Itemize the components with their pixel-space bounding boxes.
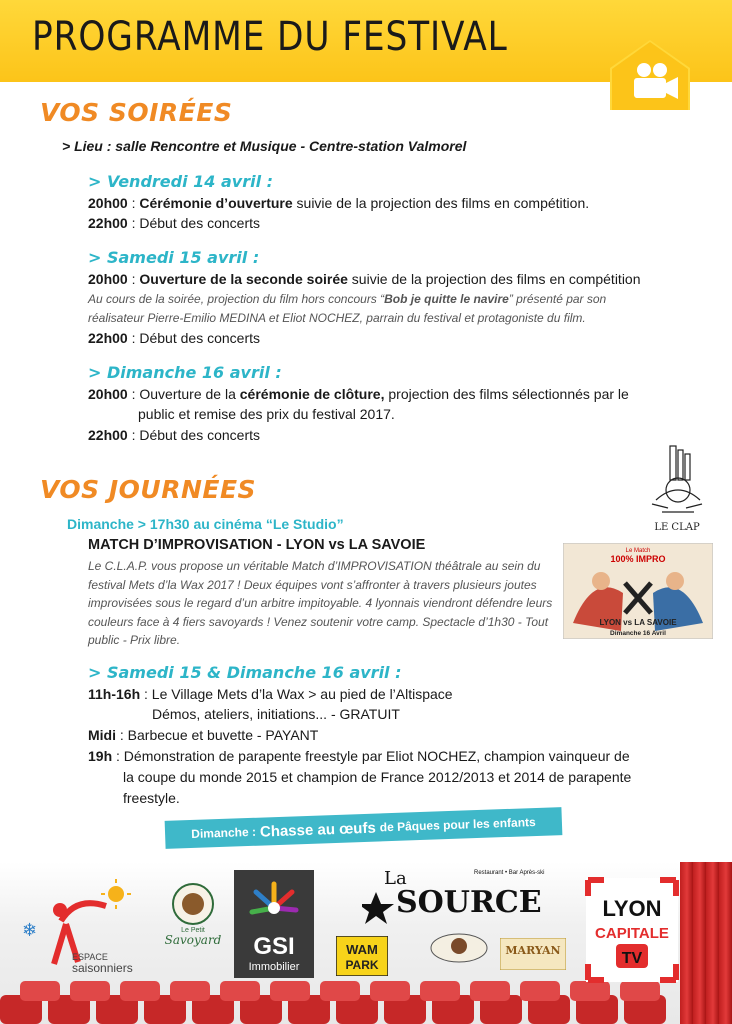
wam-logo-line2: PARK <box>345 958 379 972</box>
schedule-line: 22h00 : Début des concerts <box>88 330 260 346</box>
gsi-logo-line2: Immobilier <box>248 961 300 973</box>
movie-camera-icon <box>610 40 690 110</box>
egg-banner-title: Chasse au œufs <box>259 819 377 841</box>
savoyard-logo-line2: Savoyard <box>164 933 222 947</box>
wam-park-logo <box>336 936 388 976</box>
day-heading-friday: > Vendredi 14 avril : <box>88 172 274 191</box>
schedule-line: 19h : Démonstration de parapente freestyle par Eliot NOCHEZ, champion vainqueur de <box>88 748 630 764</box>
petit-savoyard-logo <box>162 880 224 948</box>
schedule-line-continued: public et remise des prix du festival 2017. <box>138 406 395 422</box>
day-heading-sunday: > Dimanche 16 avril : <box>88 363 282 382</box>
maryan-logo <box>500 938 566 970</box>
lyon-logo-line2: CAPITALE <box>595 925 669 942</box>
page-title: PROGRAMME DU FESTIVAL <box>32 14 508 60</box>
poster-matchup: LYON vs LA SAVOIE <box>599 618 677 627</box>
cinema-subheading: Dimanche > 17h30 au cinéma “Le Studio” <box>67 516 344 532</box>
egg-banner-subtitle: de Pâques pour les enfants <box>379 814 536 835</box>
day-heading-saturday: > Samedi 15 avril : <box>88 248 260 267</box>
espace-saisonniers-logo <box>6 876 158 976</box>
gsi-logo-line1: GSI <box>253 933 295 960</box>
snowflake-icon: ❄ <box>22 920 38 940</box>
espace-logo-line2: saisonniers <box>72 961 133 975</box>
wam-logo-line1: WAM <box>346 942 378 957</box>
lyon-capitale-tv-logo <box>584 876 680 984</box>
egg-hunt-banner <box>165 807 563 849</box>
schedule-line: 22h00 : Début des concerts <box>88 215 260 231</box>
gsi-immobilier-logo <box>234 870 314 978</box>
savoyard-logo-line1: Le Petit <box>181 927 205 934</box>
schedule-line: 11h-16h : Le Village Mets d’la Wax > au pied de l’Altispace <box>88 686 453 702</box>
schedule-line: 20h00 : Cérémonie d’ouverture suivie de la projection des films en compétition. <box>88 195 590 211</box>
poster-date: Dimanche 16 Avril <box>610 630 666 637</box>
schedule-line-continued: la coupe du monde 2015 et champion de France 2012/2013 et 2014 de parapente <box>123 769 632 785</box>
stage-curtain <box>680 862 732 1024</box>
impro-match-poster <box>563 543 713 639</box>
poster-headline: 100% IMPRO <box>610 554 666 564</box>
cinema-seats <box>0 977 732 1024</box>
section-title-journees: VOS JOURNÉES <box>40 475 257 504</box>
day-heading-weekend: > Samedi 15 & Dimanche 16 avril : <box>88 663 402 682</box>
sponsor-footer <box>0 862 732 1024</box>
schedule-line: 20h00 : Ouverture de la seconde soirée suivie de la projection des films en compétition <box>88 271 641 287</box>
schedule-line: 20h00 : Ouverture de la cérémonie de clôture, projection des films sélectionnés par le <box>88 386 629 402</box>
film-note: Au cours de la soirée, projection du film hors concours “Bob je quitte le navire” présenté par son réalisateur Pierre-Emilio MEDINA et Eliot NOCHEZ, parrain du festival et protagoniste du film. <box>88 292 607 325</box>
restaurant-sponsor-logo <box>424 928 494 972</box>
section-title-soirees: VOS SOIRÉES <box>40 98 233 127</box>
poster-top: Le Match <box>625 548 651 554</box>
espace-logo-line1: ESPACE <box>72 952 108 962</box>
le-clap-logo <box>648 442 706 534</box>
venue-line: > Lieu : salle Rencontre et Musique - Centre-station Valmorel <box>62 138 467 154</box>
source-logo-line3: Restaurant • Bar Après-ski <box>474 870 545 876</box>
lyon-logo-line3: TV <box>621 950 643 967</box>
lyon-logo-line1: LYON <box>602 896 662 921</box>
clap-logo-text: LE CLAP <box>654 522 700 533</box>
schedule-line: 22h00 : Début des concerts <box>88 427 260 443</box>
egg-banner-day: Dimanche : <box>191 824 257 842</box>
source-logo-line1: La <box>384 868 407 889</box>
schedule-line: Midi : Barbecue et buvette - PAYANT <box>88 727 319 743</box>
la-source-logo <box>362 864 558 926</box>
match-description: Le C.L.A.P. vous propose un véritable Match d’IMPROVISATION théâtrale au sein du festival Mets d’la Wax 2017 ! Deux équipes vont s’affronter à travers plusieurs joutes improvisées sous le regard d’un arbitre impitoyable. 4 lyonnais viendront défendre leurs couleurs face à 4 fiers savoyards ! Venez soutenir votre camp. Spectacle d’1h30 - Tout public - Prix libre. <box>88 559 553 647</box>
schedule-line-continued: freestyle. <box>123 790 180 806</box>
source-logo-line2: SOURCE <box>396 885 542 920</box>
match-title: MATCH D’IMPROVISATION - LYON vs LA SAVOIE <box>88 537 426 553</box>
maryan-logo-text: MARYAN <box>505 944 561 957</box>
schedule-line-continued: Démos, ateliers, initiations... - GRATUIT <box>152 706 400 722</box>
